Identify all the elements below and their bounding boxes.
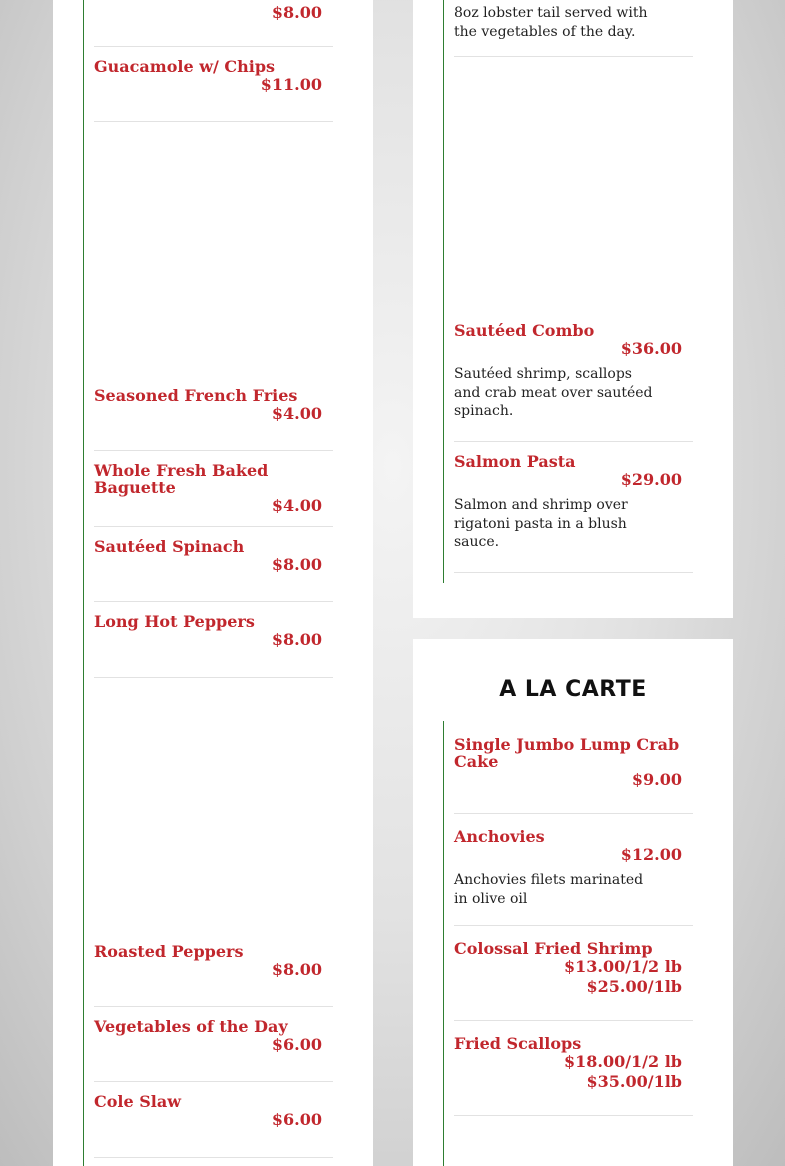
menu-item-price: $8.00 bbox=[271, 630, 322, 649]
menu-item bbox=[454, 940, 693, 1021]
menu-item-name: Cole Slaw bbox=[94, 1092, 182, 1111]
mains-menu-panel bbox=[413, 0, 733, 618]
section-divider-line bbox=[443, 721, 444, 1166]
menu-item bbox=[94, 613, 333, 678]
menu-item-price: $18.00/1/2 lb bbox=[563, 1052, 682, 1071]
menu-item-name: Guacamole w/ Chips bbox=[94, 57, 276, 76]
menu-item-price: $8.00 bbox=[271, 960, 322, 979]
menu-item bbox=[94, 943, 333, 1007]
menu-item-price: $4.00 bbox=[271, 404, 322, 423]
menu-item-price: $12.00 bbox=[620, 845, 682, 864]
menu-item bbox=[454, 322, 693, 442]
menu-item-name: Sautéed Spinach bbox=[94, 537, 245, 556]
menu-item-price: $9.00 bbox=[631, 770, 682, 789]
menu-item-name: Fried Scallops bbox=[454, 1034, 582, 1053]
menu-item-description: Sautéed shrimp, scallops and crab meat over sautéed spinach. bbox=[454, 366, 653, 419]
menu-item bbox=[454, 453, 693, 573]
menu-item-price: $8.00 bbox=[271, 555, 322, 574]
menu-item bbox=[94, 1093, 333, 1158]
menu-item-price: $6.00 bbox=[271, 1035, 322, 1054]
menu-item bbox=[94, 387, 333, 451]
menu-item-price-secondary: $35.00/1lb bbox=[586, 1072, 682, 1091]
menu-item-name: Sautéed Combo bbox=[454, 321, 595, 340]
menu-item-name: Single Jumbo Lump Crab Cake bbox=[454, 735, 680, 771]
menu-item bbox=[94, 0, 333, 47]
menu-item-description: 8oz lobster tail served with the vegetables of the day. bbox=[454, 5, 648, 40]
menu-item-name: Colossal Fried Shrimp bbox=[454, 939, 653, 958]
alacarte-menu-panel bbox=[413, 639, 733, 1166]
menu-item-name: Vegetables of the Day bbox=[94, 1017, 288, 1036]
menu-item-name: Whole Fresh Baked Baguette bbox=[94, 461, 269, 497]
sides-menu-panel bbox=[53, 0, 373, 1166]
menu-item bbox=[454, 736, 693, 814]
section-divider-line bbox=[443, 0, 444, 583]
section-divider-line bbox=[83, 0, 84, 1166]
menu-item-name: Anchovies bbox=[454, 827, 545, 846]
menu-item-price: $11.00 bbox=[260, 75, 322, 94]
menu-item-price: $29.00 bbox=[620, 470, 682, 489]
menu-item-price: $36.00 bbox=[620, 339, 682, 358]
menu-item-price: $13.00/1/2 lb bbox=[563, 957, 682, 976]
menu-item bbox=[94, 58, 333, 122]
menu-item-description: Salmon and shrimp over rigatoni pasta in a blush sauce. bbox=[454, 497, 628, 550]
menu-item bbox=[454, 1035, 693, 1116]
menu-item bbox=[94, 462, 333, 527]
menu-item-price: $6.00 bbox=[271, 1110, 322, 1129]
menu-item-price: $8.00 bbox=[271, 3, 322, 22]
menu-item-description: Anchovies filets marinated in olive oil bbox=[454, 872, 644, 907]
menu-item-name: Long Hot Peppers bbox=[94, 612, 255, 631]
section-title: A LA CARTE bbox=[499, 677, 647, 702]
menu-item bbox=[454, 0, 693, 57]
menu-item-name: Salmon Pasta bbox=[454, 452, 576, 471]
menu-item bbox=[94, 1018, 333, 1082]
menu-item bbox=[94, 538, 333, 602]
menu-item-name: Seasoned French Fries bbox=[94, 386, 298, 405]
menu-item-name: Roasted Peppers bbox=[94, 942, 244, 961]
menu-item-price-secondary: $25.00/1lb bbox=[586, 977, 682, 996]
menu-item-price: $4.00 bbox=[271, 496, 322, 515]
menu-item bbox=[454, 828, 693, 926]
